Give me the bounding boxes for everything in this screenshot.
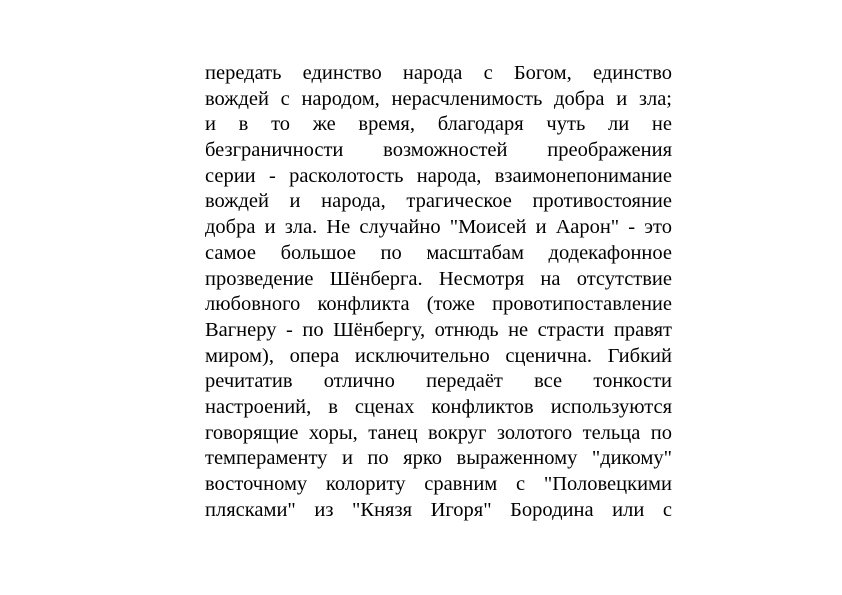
text-line: вождей с народом, нерасчленимость добра и зла; bbox=[205, 87, 672, 110]
text-line: плясками" из "Князя Игоря" Бородина или с bbox=[205, 498, 672, 521]
text-line: безграничности возможностей преображения bbox=[205, 139, 672, 162]
text-line: вождей и народа, трагическое противостояние bbox=[205, 190, 672, 213]
text-line: прозведение Шёнберга. Несмотря на отсутствие bbox=[205, 267, 672, 290]
text-line: и в то же время, благодаря чуть ли не bbox=[205, 113, 672, 136]
text-line: Вагнеру - по Шёнбергу, отнюдь не страсти правят bbox=[205, 318, 672, 341]
body-text bbox=[205, 61, 672, 523]
text-line: темпераменту и по ярко выраженному "дикому" bbox=[205, 447, 672, 470]
text-line: самое большое по масштабам додекафонное bbox=[205, 241, 672, 264]
text-line: говорящие хоры, танец вокруг золотого тельца по bbox=[205, 421, 672, 444]
text-line: добра и зла. Не случайно "Моисей и Аарон" - это bbox=[205, 216, 672, 239]
text-line: любовного конфликта (тоже провотипоставление bbox=[205, 293, 672, 316]
text-line: настроений, в сценах конфликтов используются bbox=[205, 395, 672, 418]
text-line: передать единство народа с Богом, единство bbox=[205, 62, 672, 84]
text-line: восточному колориту сравним с "Половецкими bbox=[205, 473, 672, 495]
text-line: миром), опера исключительно сценична. Гибкий bbox=[205, 344, 672, 367]
text-line: речитатив отлично передаёт все тонкости bbox=[205, 370, 672, 393]
text-line: серии - расколотость народа, взаимонепонимание bbox=[205, 164, 672, 187]
